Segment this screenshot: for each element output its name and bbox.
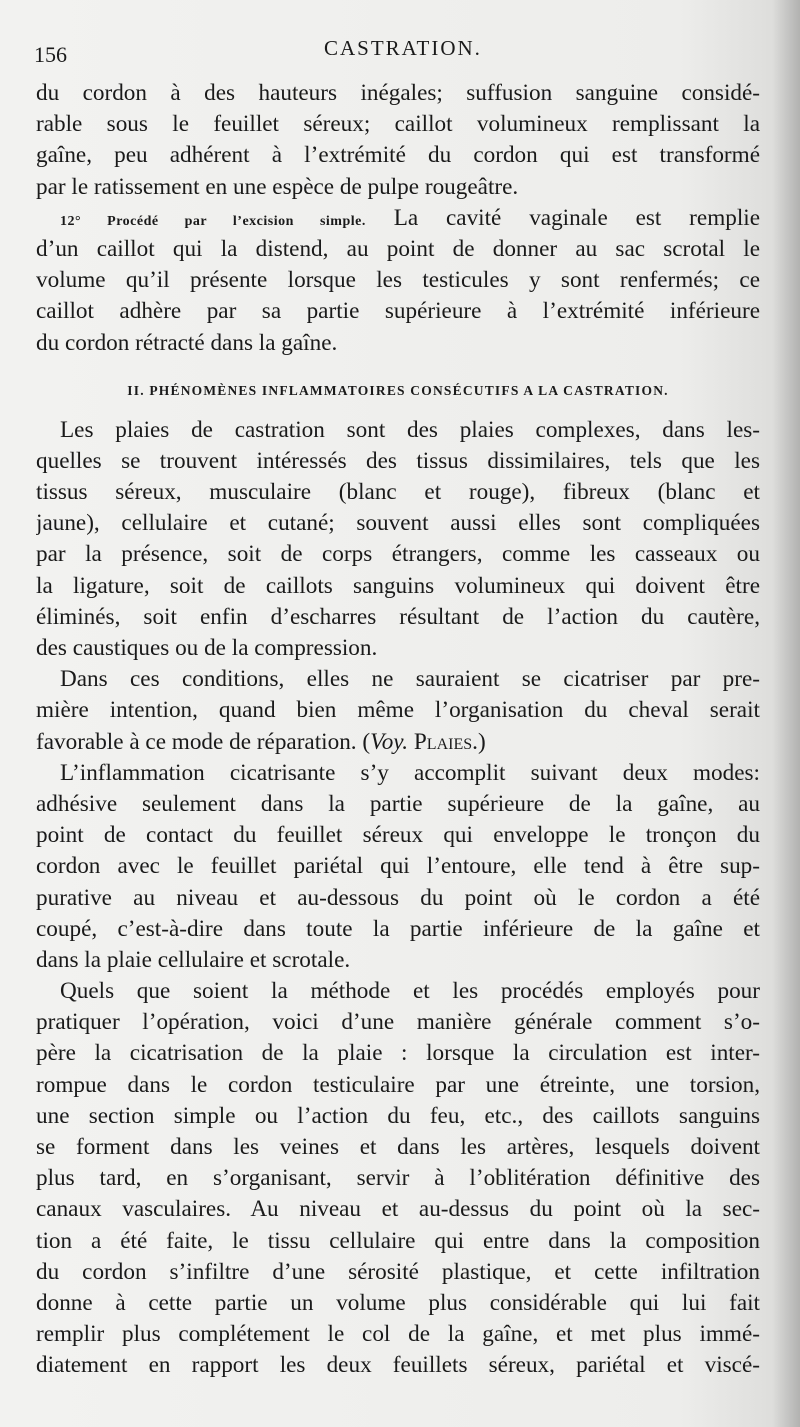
- paragraph-3: [36, 415, 760, 665]
- running-head: CASTRATION.: [324, 36, 482, 60]
- page-number: 156: [34, 42, 67, 67]
- text-line: cordon avec le feuillet pariétal qui l’entoure, elle tend à être sup-: [36, 853, 760, 880]
- text-line: du cordon rétracté dans la gaîne.: [36, 329, 338, 356]
- text-fragment: favorable à ce mode de réparation. (: [36, 728, 371, 755]
- text-line: Les plaies de castration sont des plaies complexes, dans les-: [60, 416, 760, 443]
- text-line: une section simple ou l’action du feu, etc., des caillots sanguins: [36, 1102, 760, 1129]
- text-line: pratiquer l’opération, voici d’une manière générale comment s’o-: [36, 1009, 760, 1036]
- text-line: éliminés, soit enfin d’escharres résultant de l’action du cautère,: [36, 603, 760, 630]
- text-fragment: La cavité vaginale est remplie: [393, 204, 760, 231]
- text-line: gaîne, peu adhérent à l’extrémité du cordon qui est transformé: [36, 142, 760, 169]
- paragraph-4: [36, 664, 760, 758]
- text-line: canaux vasculaires. Au niveau et au-dessus du point où la sec-: [36, 1196, 760, 1223]
- text-line: du cordon à des hauteurs inégales; suffusion sanguine considé-: [36, 80, 760, 106]
- text-line: Dans ces conditions, elles ne sauraient se cicatriser par pre-: [60, 666, 760, 693]
- text-line: père la cicatrisation de la plaie : lorsque la circulation est inter-: [36, 1040, 760, 1067]
- paragraph-6: [36, 976, 760, 1381]
- body-text: [36, 78, 760, 1382]
- text-line: adhésive seulement dans la partie supérieure de la gaîne, au: [36, 790, 760, 817]
- text-line: du cordon s’infiltre d’une sérosité plastique, et cette infiltration: [36, 1258, 760, 1285]
- text-fragment: ): [477, 728, 486, 755]
- text-line: par le ratissement en une espèce de pulpe rougeâtre.: [36, 173, 519, 200]
- text-line: diatement en rapport les deux feuillets séreux, pariétal et viscé-: [36, 1352, 760, 1379]
- text-line: plus tard, en s’organisant, servir à l’oblitération définitive des: [36, 1165, 760, 1192]
- text-line: coupé, c’est-à-dire dans toute la partie inférieure de la gaîne et: [36, 915, 760, 942]
- voy-abbreviation: Voy.: [370, 728, 409, 755]
- text-line: dans la plaie cellulaire et scrotale.: [36, 946, 351, 973]
- text-line: purative au niveau et au-dessous du point où le cordon a été: [36, 884, 760, 911]
- text-line: se forment dans les veines et dans les artères, lesquels doivent: [36, 1134, 760, 1160]
- text-line: la ligature, soit de caillots sanguins volumineux qui doivent être: [36, 572, 760, 599]
- text-line: volume qu’il présente lorsque les testicules y sont renfermés; ce: [36, 267, 760, 294]
- page-edge-shadow: [772, 0, 800, 1427]
- text-line: caillot adhère par sa partie supérieure à l’extrémité inférieure: [36, 298, 760, 325]
- text-line: [36, 727, 760, 758]
- paragraph-2: [36, 203, 760, 359]
- paragraph-1: [36, 78, 760, 203]
- text-line: L’inflammation cicatrisante s’y accomplit suivant deux modes:: [60, 759, 760, 786]
- text-line: rompue dans le cordon testiculaire par une étreinte, une torsion,: [36, 1071, 760, 1098]
- text-line: point de contact du feuillet séreux qui enveloppe le tronçon du: [36, 822, 760, 849]
- text-line: des caustiques ou de la compression.: [36, 635, 378, 661]
- section-heading: II. PHÉNOMÈNES INFLAMMATOIRES CONSÉCUTIFS A LA CASTRATION.: [127, 382, 669, 398]
- page-header: [34, 34, 754, 74]
- cross-reference: Plaies.: [408, 728, 478, 755]
- text-line: Quels que soient la méthode et les procédés employés pour: [60, 978, 760, 1005]
- paragraph-5: [36, 758, 760, 976]
- text-line: tion a été faite, le tissu cellulaire qui entre dans la composition: [36, 1227, 760, 1254]
- text-line: [36, 203, 760, 234]
- procedure-lead: 12° Procédé par l’excision simple.: [60, 213, 366, 229]
- text-line: tissus séreux, musculaire (blanc et rouge), fibreux (blanc et: [36, 479, 760, 506]
- text-line: quelles se trouvent intéressés des tissus dissimilaires, tels que les: [36, 447, 760, 474]
- text-line: donne à cette partie un volume plus considérable qui lui fait: [36, 1289, 760, 1316]
- text-line: jaune), cellulaire et cutané; souvent aussi elles sont compliquées: [36, 510, 760, 537]
- text-line: d’un caillot qui la distend, au point de donner au sac scrotal le: [36, 235, 760, 262]
- text-line: remplir plus complétement le col de la gaîne, et met plus immé-: [36, 1321, 760, 1348]
- text-line: rable sous le feuillet séreux; caillot volumineux remplissant la: [36, 111, 760, 138]
- text-line: par la présence, soit de corps étrangers, comme les casseaux ou: [36, 541, 760, 568]
- text-line: mière intention, quand bien même l’organisation du cheval serait: [36, 697, 760, 724]
